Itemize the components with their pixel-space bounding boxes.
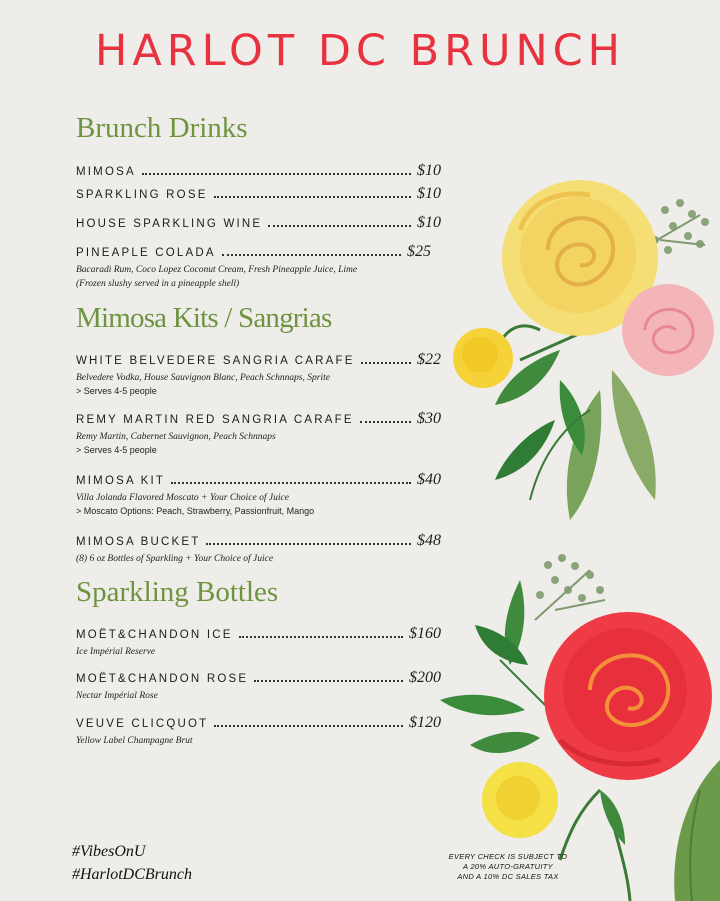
disclaimer-line: AND A 10% DC SALES TAX [457, 872, 559, 881]
item-price: $10 [417, 162, 441, 179]
item-price: $10 [417, 185, 441, 202]
section-heading-mimosa-kits: Mimosa Kits / Sangrias [76, 302, 332, 334]
menu-item-white-sangria [76, 351, 441, 398]
dot-leader [360, 421, 411, 423]
dot-leader [206, 543, 411, 545]
menu-item-sparkling-rose [76, 185, 441, 203]
menu-item-house-sparkling-wine [76, 214, 441, 232]
dot-leader [171, 482, 411, 484]
item-description: (8) 6 oz Bottles of Sparkling + Your Choice of Juice [76, 554, 274, 564]
item-description: Nectar Impérial Rose [76, 691, 158, 701]
item-name: HOUSE SPARKLING WINE [76, 218, 263, 230]
item-price: $160 [409, 625, 441, 642]
item-price: $25 [407, 243, 431, 260]
item-note: > Serves 4-5 people [76, 386, 157, 396]
item-description [76, 263, 431, 291]
item-name: MIMOSA BUCKET [76, 536, 201, 548]
menu-title: HARLOT DC BRUNCH [94, 26, 625, 76]
menu-item-red-sangria [76, 410, 441, 457]
menu-item-mimosa-bucket [76, 532, 441, 566]
dot-leader [222, 254, 401, 256]
item-price: $200 [409, 669, 441, 686]
item-name: WHITE BELVEDERE SANGRIA CARAFE [76, 355, 355, 367]
item-name: REMY MARTIN RED SANGRIA CARAFE [76, 414, 354, 426]
menu-item-moet-rose [76, 669, 441, 703]
item-name: SPARKLING ROSE [76, 189, 208, 201]
item-description: Remy Martin, Cabernet Sauvignon, Peach Schnnaps [76, 432, 276, 442]
item-price: $22 [417, 351, 441, 368]
dot-leader [268, 225, 411, 227]
dot-leader [239, 636, 403, 638]
hashtag: #VibesOnU [72, 843, 146, 860]
item-name: MIMOSA KIT [76, 475, 166, 487]
menu-item-moet-ice [76, 625, 441, 659]
dot-leader [254, 680, 403, 682]
section-heading-sparkling-bottles: Sparkling Bottles [76, 576, 279, 608]
disclaimer-line: A 20% AUTO-GRATUITY [463, 862, 553, 871]
dot-leader [142, 173, 411, 175]
dot-leader [214, 725, 403, 727]
section-heading-brunch-drinks: Brunch Drinks [76, 112, 248, 144]
item-description: Yellow Label Champagne Brut [76, 736, 193, 746]
menu-item-veuve-clicquot [76, 714, 441, 748]
item-description: Ice Impérial Reserve [76, 647, 156, 657]
disclaimer-line: EVERY CHECK IS SUBJECT TO [448, 852, 568, 861]
item-name: VEUVE CLICQUOT [76, 718, 209, 730]
item-name: PINEAPLE COLADA [76, 247, 216, 259]
item-name: MOËT&CHANDON ROSE [76, 673, 249, 685]
item-price: $40 [417, 471, 441, 488]
gratuity-disclaimer [446, 852, 570, 882]
item-name: MIMOSA [76, 166, 136, 178]
hashtag: #HarlotDCBrunch [72, 866, 192, 883]
item-price: $10 [417, 214, 441, 231]
item-price: $48 [417, 532, 441, 549]
item-price: $120 [409, 714, 441, 731]
item-desc-line: (Frozen slushy served in a pineapple shell) [76, 279, 240, 289]
menu-item-mimosa-kit [76, 471, 441, 518]
item-price: $30 [417, 410, 441, 427]
item-description: Belvedere Vodka, House Sauvignon Blanc, Peach Schnnaps, Sprite [76, 373, 330, 383]
hashtags [72, 840, 192, 886]
item-name: MOËT&CHANDON ICE [76, 629, 233, 641]
dot-leader [214, 196, 411, 198]
item-note: > Serves 4-5 people [76, 445, 157, 455]
item-description: Villa Jolanda Flavored Moscato + Your Choice of Juice [76, 493, 289, 503]
dot-leader [361, 362, 411, 364]
item-desc-line: Bacaradi Rum, Coco Lopez Coconut Cream, Fresh Pineapple Juice, Lime [76, 265, 358, 275]
menu-item-mimosa [76, 162, 441, 180]
item-note: > Moscato Options: Peach, Strawberry, Passionfruit, Mango [76, 506, 315, 516]
menu-item-pineaple-colada [76, 243, 431, 291]
